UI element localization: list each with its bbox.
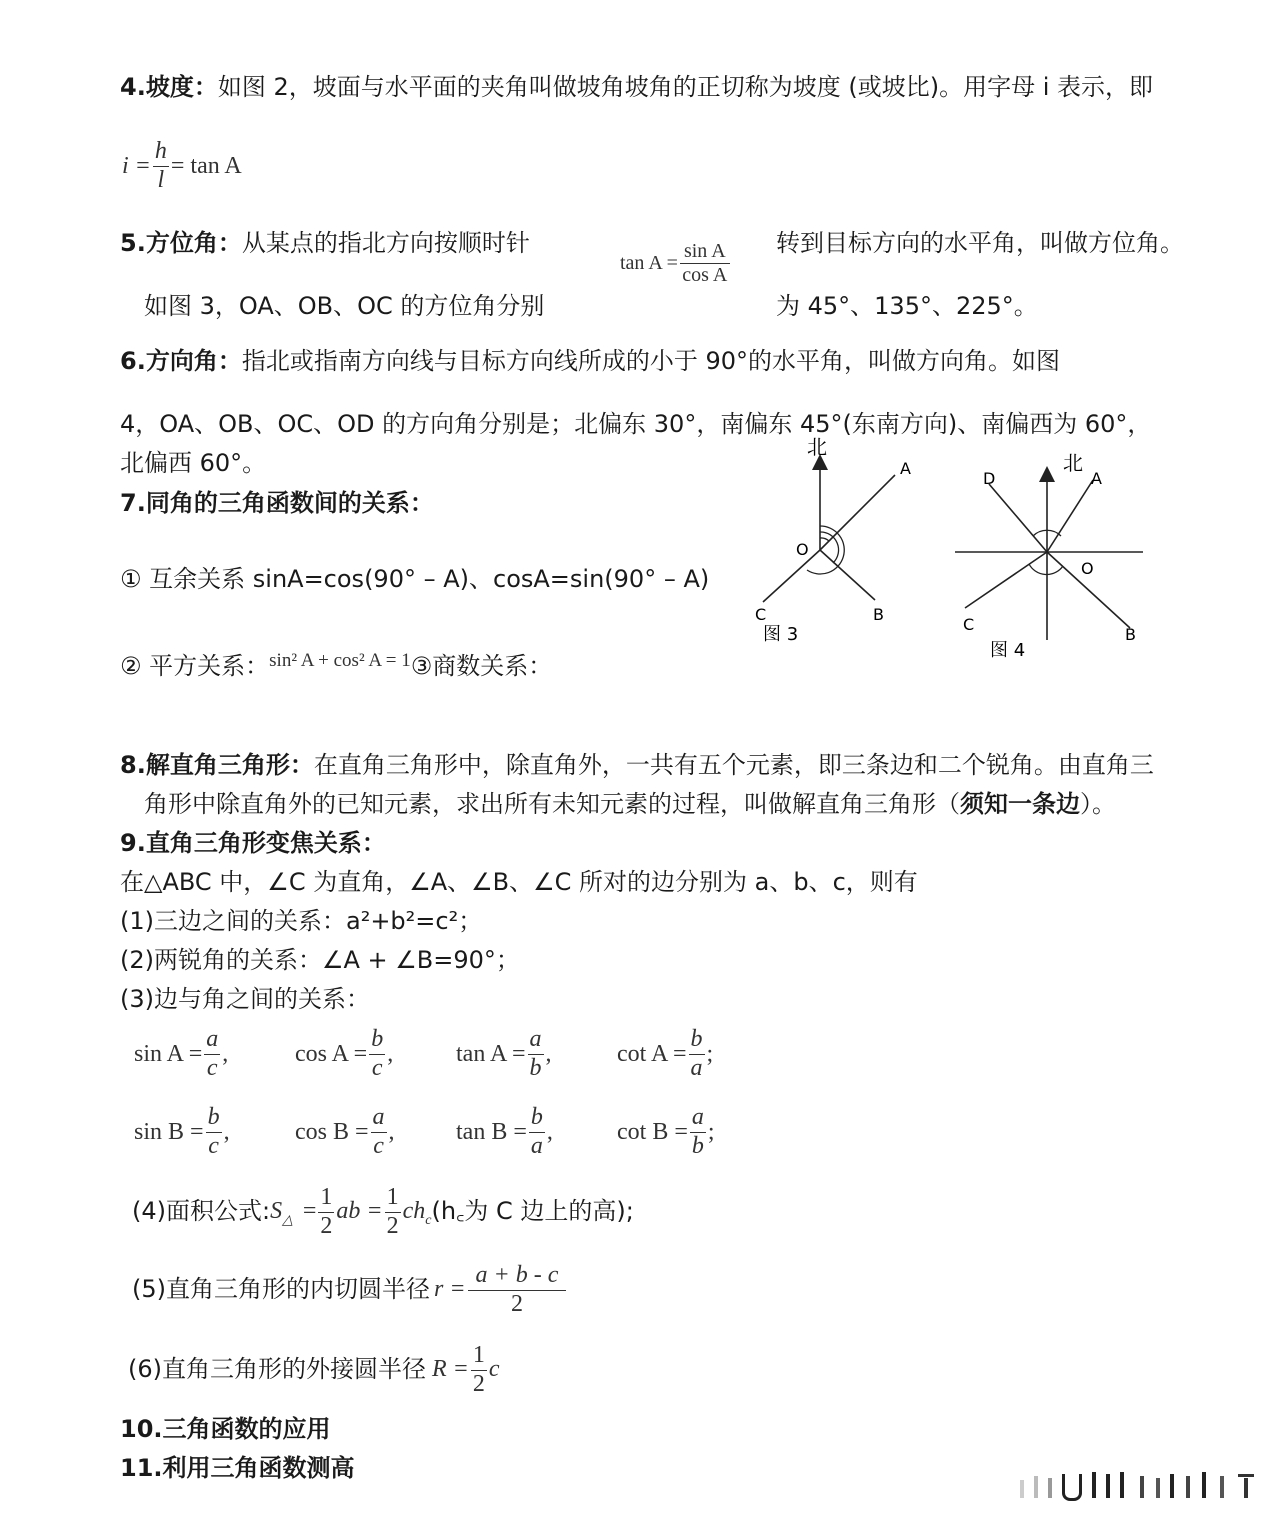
section-8-text-bold: 须知一条边 bbox=[960, 790, 1080, 818]
fig3-ray-oc bbox=[763, 550, 820, 602]
ratio-cot-a bbox=[617, 1026, 772, 1082]
inradius-line bbox=[132, 1262, 568, 1318]
area-ab: ab = bbox=[336, 1198, 383, 1225]
ratio-end: , bbox=[222, 1040, 229, 1067]
circumradius-den: 2 bbox=[472, 1370, 485, 1397]
section-6-line1 bbox=[120, 348, 1060, 376]
ratio-fraction bbox=[689, 1026, 705, 1082]
ratio-end: ; bbox=[706, 1040, 714, 1067]
section-5-title: 5.方位角： bbox=[120, 229, 242, 257]
section-8-line2 bbox=[144, 791, 1116, 819]
tan-fraction bbox=[680, 240, 730, 287]
fig4-label-a: A bbox=[1091, 469, 1102, 488]
circumradius-lhs: R = bbox=[432, 1356, 469, 1383]
fig3-north-label: 北 bbox=[807, 435, 827, 459]
fig4-label-c: C bbox=[963, 615, 975, 634]
square-relation-label: ② 平方关系： bbox=[120, 652, 270, 680]
circumradius-rhs: c bbox=[488, 1356, 500, 1383]
ratio-fn: sin A = bbox=[134, 1040, 203, 1067]
section-11-title: 11.利用三角函数测高 bbox=[120, 1454, 355, 1482]
ratio-fraction bbox=[369, 1026, 385, 1082]
fig4-label-o: O bbox=[1081, 559, 1094, 578]
ratio-num: a bbox=[690, 1104, 706, 1133]
fig3-label-b: B bbox=[873, 605, 884, 624]
area-formula-note: (h꜀为 C 边上的高); bbox=[431, 1197, 634, 1226]
ratio-den: a bbox=[530, 1132, 543, 1159]
section-8-title: 8.解直角三角形： bbox=[120, 751, 314, 779]
area-eq: = bbox=[302, 1198, 317, 1225]
area-symbol-s: S bbox=[270, 1198, 283, 1225]
relation-1: (1)三边之间的关系：a²+b²=c²； bbox=[120, 907, 483, 935]
area-formula-label: (4)面积公式: bbox=[132, 1197, 271, 1226]
ratio-den: a bbox=[690, 1054, 703, 1081]
ratio-fraction bbox=[206, 1104, 222, 1160]
area-half-2 bbox=[385, 1184, 401, 1240]
ratio-num: a bbox=[204, 1026, 220, 1055]
tan-quotient-formula bbox=[620, 240, 732, 287]
section-8-text-a: 在直角三角形中，除直角外，一共有五个元素，即三条边和二个锐角。由直角三 bbox=[313, 751, 1154, 779]
area-ch-text: ch bbox=[402, 1198, 426, 1225]
section-8-line1 bbox=[120, 752, 1154, 780]
section-5-text-a: 从某点的指北方向按顺时针 bbox=[241, 229, 530, 257]
section-9-intro: 在△ABC 中，∠C 为直角，∠A、∠B、∠C 所对的边分别为 a、b、c，则有 bbox=[120, 868, 918, 896]
section-7-title: 7.同角的三角函数间的关系： bbox=[120, 489, 434, 517]
circumradius-fraction bbox=[471, 1342, 487, 1398]
ratio-num: b bbox=[369, 1026, 385, 1055]
area-half-2-num: 1 bbox=[385, 1184, 401, 1213]
tan-denominator: cos A bbox=[682, 264, 728, 286]
ratio-fn: sin B = bbox=[134, 1118, 204, 1145]
fig4-ray-oc bbox=[965, 552, 1047, 608]
fig4-ray-oa bbox=[1047, 480, 1093, 552]
figure-4-diagram bbox=[945, 440, 1155, 665]
ratio-den: c bbox=[208, 1132, 219, 1159]
ratio-den: c bbox=[371, 1054, 383, 1081]
inradius-num: a + b - c bbox=[468, 1262, 567, 1291]
section-4 bbox=[120, 74, 1153, 102]
section-4-text: 如图 2，坡面与水平面的夹角叫做坡角坡角的正切称为坡度 (或坡比)。用字母 i 表示，即 bbox=[217, 73, 1154, 101]
section-5-text-c: 如图 3，OA、OB、OC 的方位角分别 bbox=[144, 292, 545, 320]
ratio-den: b bbox=[529, 1054, 542, 1081]
section-8-text-end: ）。 bbox=[1080, 790, 1116, 818]
ratio-num: b bbox=[206, 1104, 222, 1133]
slope-denominator: l bbox=[157, 166, 165, 193]
square-relation-formula: sin² A + cos² A = 1 bbox=[269, 650, 411, 671]
area-half-1-num: 1 bbox=[318, 1184, 334, 1213]
ratio-fn: cot B = bbox=[617, 1118, 688, 1145]
inradius-lhs: r = bbox=[434, 1276, 466, 1303]
ratio-end: , bbox=[388, 1118, 395, 1145]
ratio-end: ; bbox=[707, 1118, 715, 1145]
ratio-cos-b bbox=[295, 1104, 450, 1160]
ratio-sin-b bbox=[134, 1104, 289, 1160]
circumradius-line bbox=[128, 1342, 500, 1398]
ratio-num: b bbox=[529, 1104, 545, 1133]
slope-formula-rhs: = tan A bbox=[170, 152, 242, 179]
ratio-fn: cot A = bbox=[617, 1040, 687, 1067]
complementary-relation: ① 互余关系 sinA=cos(90° – A)、cosA=sin(90° – A) bbox=[120, 565, 710, 593]
square-relation-line bbox=[120, 650, 552, 681]
section-10-title: 10.三角函数的应用 bbox=[120, 1415, 331, 1443]
area-half-2-den: 2 bbox=[386, 1212, 399, 1239]
section-8-text-b: 角形中除直角外的已知元素，求出所有未知元素的过程，叫做解直角三角形（ bbox=[144, 790, 960, 818]
relation-3: (3)边与角之间的关系： bbox=[120, 985, 370, 1013]
tan-formula-lhs: tan A = bbox=[620, 252, 678, 274]
ratio-fraction bbox=[371, 1104, 387, 1160]
watermark-mark bbox=[1020, 1470, 1260, 1502]
trig-ratios-row-b bbox=[134, 1104, 772, 1160]
section-5-text-d: 为 45°、135°、225°。 bbox=[776, 292, 1038, 320]
figure-3-diagram bbox=[745, 430, 925, 655]
area-half-1-den: 2 bbox=[320, 1212, 333, 1239]
section-6-text-a: 指北或指南方向线与目标方向线所成的小于 90°的水平角，叫做方向角。如图 bbox=[241, 347, 1060, 375]
area-formula-line bbox=[132, 1184, 634, 1240]
ratio-end: , bbox=[223, 1118, 230, 1145]
relation-2: (2)两锐角的关系：∠A + ∠B=90°； bbox=[120, 946, 520, 974]
fig4-label-b: B bbox=[1125, 625, 1136, 644]
fig3-caption: 图 3 bbox=[763, 624, 799, 645]
ratio-cos-a bbox=[295, 1026, 450, 1082]
ratio-cot-b bbox=[617, 1104, 772, 1160]
section-4-title: 4.坡度： bbox=[120, 73, 218, 101]
slope-formula bbox=[122, 138, 242, 194]
slope-formula-lhs: i = bbox=[122, 152, 151, 179]
ratio-fn: tan A = bbox=[456, 1040, 526, 1067]
circumradius-label: (6)直角三角形的外接圆半径 bbox=[128, 1355, 426, 1384]
section-6-text-b: 4，OA、OB、OC、OD 的方向角分别是；北偏东 30°，南偏东 45°(东南方向)、南偏西为 60°， bbox=[120, 410, 1152, 438]
fig3-label-a: A bbox=[900, 459, 911, 478]
section-6-text-c: 北偏西 60°。 bbox=[120, 449, 267, 477]
ratio-fn: cos A = bbox=[295, 1040, 368, 1067]
area-ch: $ch_c$ bbox=[402, 1198, 432, 1229]
fig3-label-o: O bbox=[796, 540, 809, 559]
fig3-ray-ob bbox=[820, 550, 875, 600]
fig4-north-label: 北 bbox=[1063, 451, 1083, 475]
section-5-text-b: 转到目标方向的水平角，叫做方位角。 bbox=[776, 229, 1184, 257]
ratio-end: , bbox=[387, 1040, 394, 1067]
inradius-label: (5)直角三角形的内切圆半径 bbox=[132, 1275, 430, 1304]
section-6-title: 6.方向角： bbox=[120, 347, 242, 375]
trig-ratios-row-a bbox=[134, 1026, 772, 1082]
ratio-den: c bbox=[373, 1132, 384, 1159]
slope-numerator: h bbox=[153, 138, 169, 167]
ratio-end: , bbox=[546, 1118, 553, 1145]
area-half-1 bbox=[318, 1184, 334, 1240]
ratio-num: a bbox=[528, 1026, 544, 1055]
ratio-tan-a bbox=[456, 1026, 611, 1082]
fig4-label-d: D bbox=[983, 469, 996, 488]
ratio-fraction bbox=[204, 1026, 220, 1082]
inradius-den: 2 bbox=[510, 1290, 523, 1317]
fig3-ray-oa bbox=[820, 475, 895, 550]
fig4-caption: 图 4 bbox=[990, 640, 1026, 661]
ratio-num: a bbox=[371, 1104, 387, 1133]
ratio-fraction bbox=[529, 1104, 545, 1160]
ratio-fraction bbox=[690, 1104, 706, 1160]
section-9-title: 9.直角三角形变焦关系： bbox=[120, 829, 386, 857]
ratio-end: , bbox=[545, 1040, 552, 1067]
ratio-sin-a bbox=[134, 1026, 289, 1082]
circumradius-num: 1 bbox=[471, 1342, 487, 1371]
fig3-label-c: C bbox=[755, 605, 767, 624]
quotient-relation-label: ③商数关系： bbox=[410, 652, 553, 680]
ratio-den: c bbox=[206, 1054, 218, 1081]
ratio-num: b bbox=[689, 1026, 705, 1055]
ratio-fraction bbox=[528, 1026, 544, 1082]
ratio-den: b bbox=[691, 1132, 704, 1159]
fig4-ray-od bbox=[989, 484, 1047, 552]
ratio-tan-b bbox=[456, 1104, 611, 1160]
tan-numerator: sin A bbox=[680, 240, 730, 264]
section-5-line1 bbox=[120, 230, 530, 258]
area-symbol: $S_\triangle$ bbox=[270, 1198, 293, 1229]
slope-fraction bbox=[153, 138, 169, 194]
ratio-fn: tan B = bbox=[456, 1118, 527, 1145]
inradius-fraction bbox=[468, 1262, 567, 1318]
ratio-fn: cos B = bbox=[295, 1118, 369, 1145]
